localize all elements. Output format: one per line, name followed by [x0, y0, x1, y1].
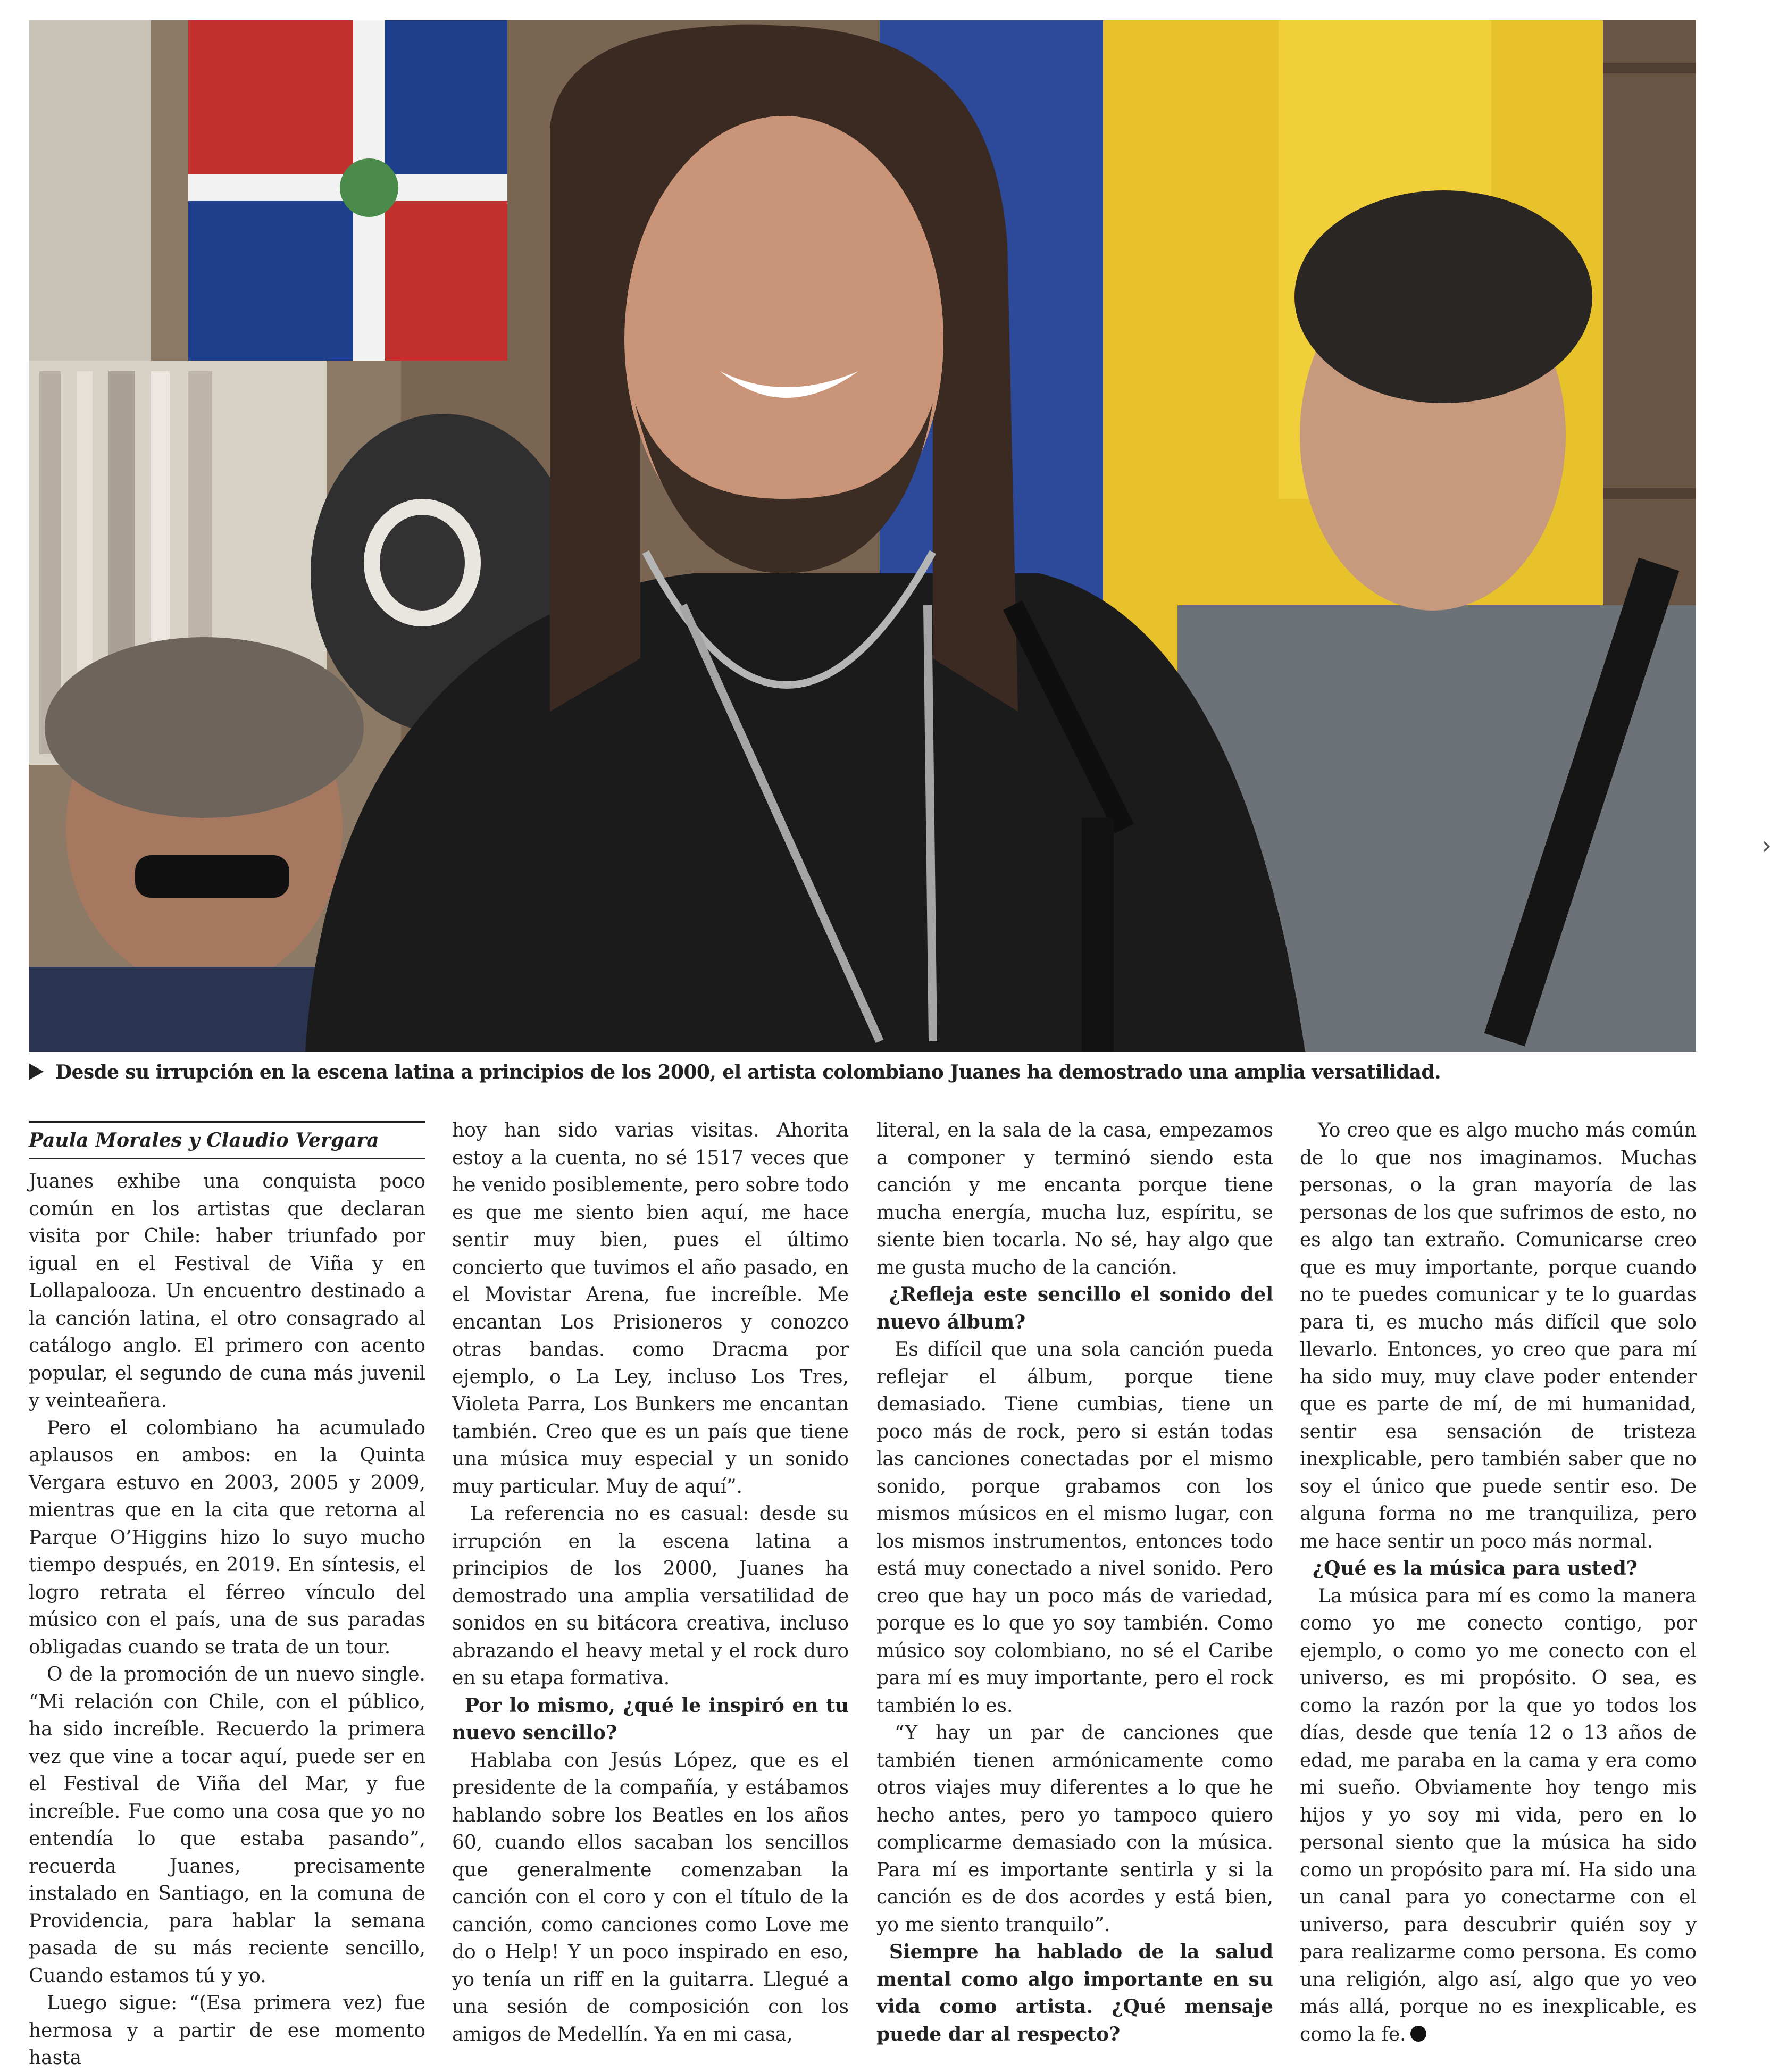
caption-text: Desde su irrupción en la escena latina a principios de los 2000, el artista colombiano Juanes ha demostrado una amplia versatilidad.: [55, 1061, 1441, 1083]
article-paragraph: Juanes exhibe una conquista poco común en los artistas que declaran visita por Chile: haber triunfado por igual en el Festival de Viña y en Lollapalooza. Un encuentro destinado a la canción latina, el otro consagrado al catálogo anglo. El primero con acento popular, el segundo de cuna más juvenil y veinteañera.: [29, 1171, 425, 1411]
article-column-1: [29, 1117, 425, 2072]
chevron-right-icon[interactable]: ›: [1761, 831, 1772, 860]
interview-question: Siempre ha hablado de la salud mental como algo importante en su vida como artista. ¿Qué mensaje puede dar al respecto?: [876, 1941, 1273, 2045]
article-paragraph: Hablaba con Jesús López, que es el presidente de la compañía, y estábamos hablando sobre los Beatles en los años 60, cuando ellos sacaban los sencillos que generalmente comenzaban la canción con el coro y con el título de la canción, como canciones como Love me do o Help! Y un poco inspirado en eso, yo tenía un riff en la guitarra. Llegué a una sesión de composición con los amigos de Medellín. Ya en mi casa,: [452, 1749, 849, 2045]
article-paragraph: Pero el colombiano ha acumulado aplausos en ambos: en la Quinta Vergara estuvo en 2003, 2005 y 2009, mientras que en la cita que retorna al Parque O’Higgins hizo lo suyo mucho tiempo después, en 2019. En síntesis, el logro retrata el férreo vínculo del músico con el país, una de sus paradas obligadas cuando se trata de un tour.: [29, 1417, 425, 1658]
article-paragraph: literal, en la sala de la casa, empezamos a componer y terminó siendo esta canción y me encanta porque tiene mucha energía, mucha luz, espíritu, se siente bien tocarla. No sé, hay algo que me gusta mucho de la canción.: [876, 1119, 1273, 1279]
interview-question: ¿Qué es la música para usted?: [1313, 1557, 1638, 1580]
caption-triangle-icon: [29, 1063, 44, 1080]
article-paragraph: Yo creo que es algo mucho más común de lo que nos imaginamos. Muchas personas, o la gran mayoría de las personas de los que sufrimos de esto, no es algo tan extraño. Comunicarse creo que es muy importante, porque cuando no te puedes comunicar y te lo guardas para ti, es mucho más difícil que solo llevarlo. Entonces, yo creo que para mí ha sido muy, muy clave poder entender que es parte de mí, de mi humanidad, sentir esa sensación de tristeza inexplicable, pero también saber que no soy el único que puede sentir eso. De alguna forma no me tranquiliza, pero me hace sentir un poco más normal.: [1300, 1119, 1697, 1552]
byline: Paula Morales y Claudio Vergara: [29, 1121, 425, 1159]
end-mark-icon: [1410, 2026, 1426, 2042]
photo-caption: [29, 1057, 1699, 1089]
article-paragraph: Es difícil que una sola canción pueda reflejar el álbum, porque tiene demasiado. Tiene cumbias, tiene un poco más de rock, pero si están todas las canciones conectadas por el mismo sonido, porque grabamos con los mismos músicos en el mismo lugar, con los mismos instrumentos, entonces todo está muy conectado a nivel sonido. Pero creo que hay un poco más de variedad, porque es lo que yo soy también. Como músico soy colombiano, no sé el Caribe para mí es muy importante, pero el rock también lo es.: [876, 1339, 1273, 1717]
article-paragraph: La referencia no es casual: desde su irrupción en la escena latina a principios de los 2000, Juanes ha demostrado una amplia versatilidad de sonidos en su bitácora creativa, incluso abrazando el heavy metal y el rock duro en su etapa formativa.: [452, 1503, 849, 1689]
article-paragraph: [1300, 1583, 1697, 2049]
article-paragraph: “Y hay un par de canciones que también tienen armónicamente como otros viajes muy diferentes a lo que he hecho antes, pero yo tampoco quiero complicarme demasiado con la música. Para mí es importante sentirla y si la canción es de dos acordes y está bien, yo me siento tranquilo”.: [876, 1722, 1273, 1936]
article-photo: [29, 20, 1696, 1052]
photo-illustration: [29, 20, 1696, 1052]
article-paragraph: Luego sigue: “(Esa primera vez) fue hermosa y a partir de ese momento hasta: [29, 1992, 425, 2069]
interview-question: ¿Refleja este sencillo el sonido del nuevo álbum?: [876, 1283, 1273, 1333]
article-paragraph: O de la promoción de un nuevo single. “Mi relación con Chile, con el público, ha sido increíble. Recuerdo la primera vez que vine a tocar aquí, puede ser en el Festival de Viña del Mar, y fue increíble. Fue como una cosa que yo no entendía lo que estaba pasando”, recuerda Juanes, precisamente instalado en Santiago, en la comuna de Providencia, para hablar la semana pasada de su más reciente sencillo, Cuando estamos tú y yo.: [29, 1664, 425, 1987]
interview-question: Por lo mismo, ¿qué le inspiró en tu nuevo sencillo?: [452, 1694, 849, 1744]
article-paragraph-text: La música para mí es como la manera como yo me conecto contigo, por ejemplo, o como yo me conecto con el universo, es mi propósito. O sea, es como la razón por la que yo todos los días, desde que tenía 12 o 13 años de edad, me paraba en la cama y era como mi sueño. Obviamente hoy tengo mis hijos y yo soy mi vida, pero en lo personal siento que la música ha sido como un propósito para mí. Ha sido una un canal para yo conectarme con el universo, para descubrir quién soy y para realizarme como persona. Es como una religión, algo así, algo que yo veo más allá, porque no es inexplicable, es como la fe.: [1300, 1585, 1697, 2045]
article-paragraph: hoy han sido varias visitas. Ahorita estoy a la cuenta, no sé 1517 veces que he venido posiblemente, pero sobre todo es que me siento bien aquí, me hace sentir muy bien, pues el último concierto que tuvimos el año pasado, en el Movistar Arena, fue increíble. Me encantan Los Prisioneros y conozco otras bandas. como Dracma por ejemplo, o La Ley, incluso Los Tres, Violeta Parra, Los Bunkers me encantan también. Creo que es un país que tiene una música muy especial y un sonido muy particular. Muy de aquí”.: [452, 1119, 849, 1498]
article-column-4: [1300, 1117, 1697, 2048]
flag-dominican: [188, 20, 507, 361]
article-column-2: [452, 1117, 849, 2048]
article-column-3: [876, 1117, 1273, 2048]
